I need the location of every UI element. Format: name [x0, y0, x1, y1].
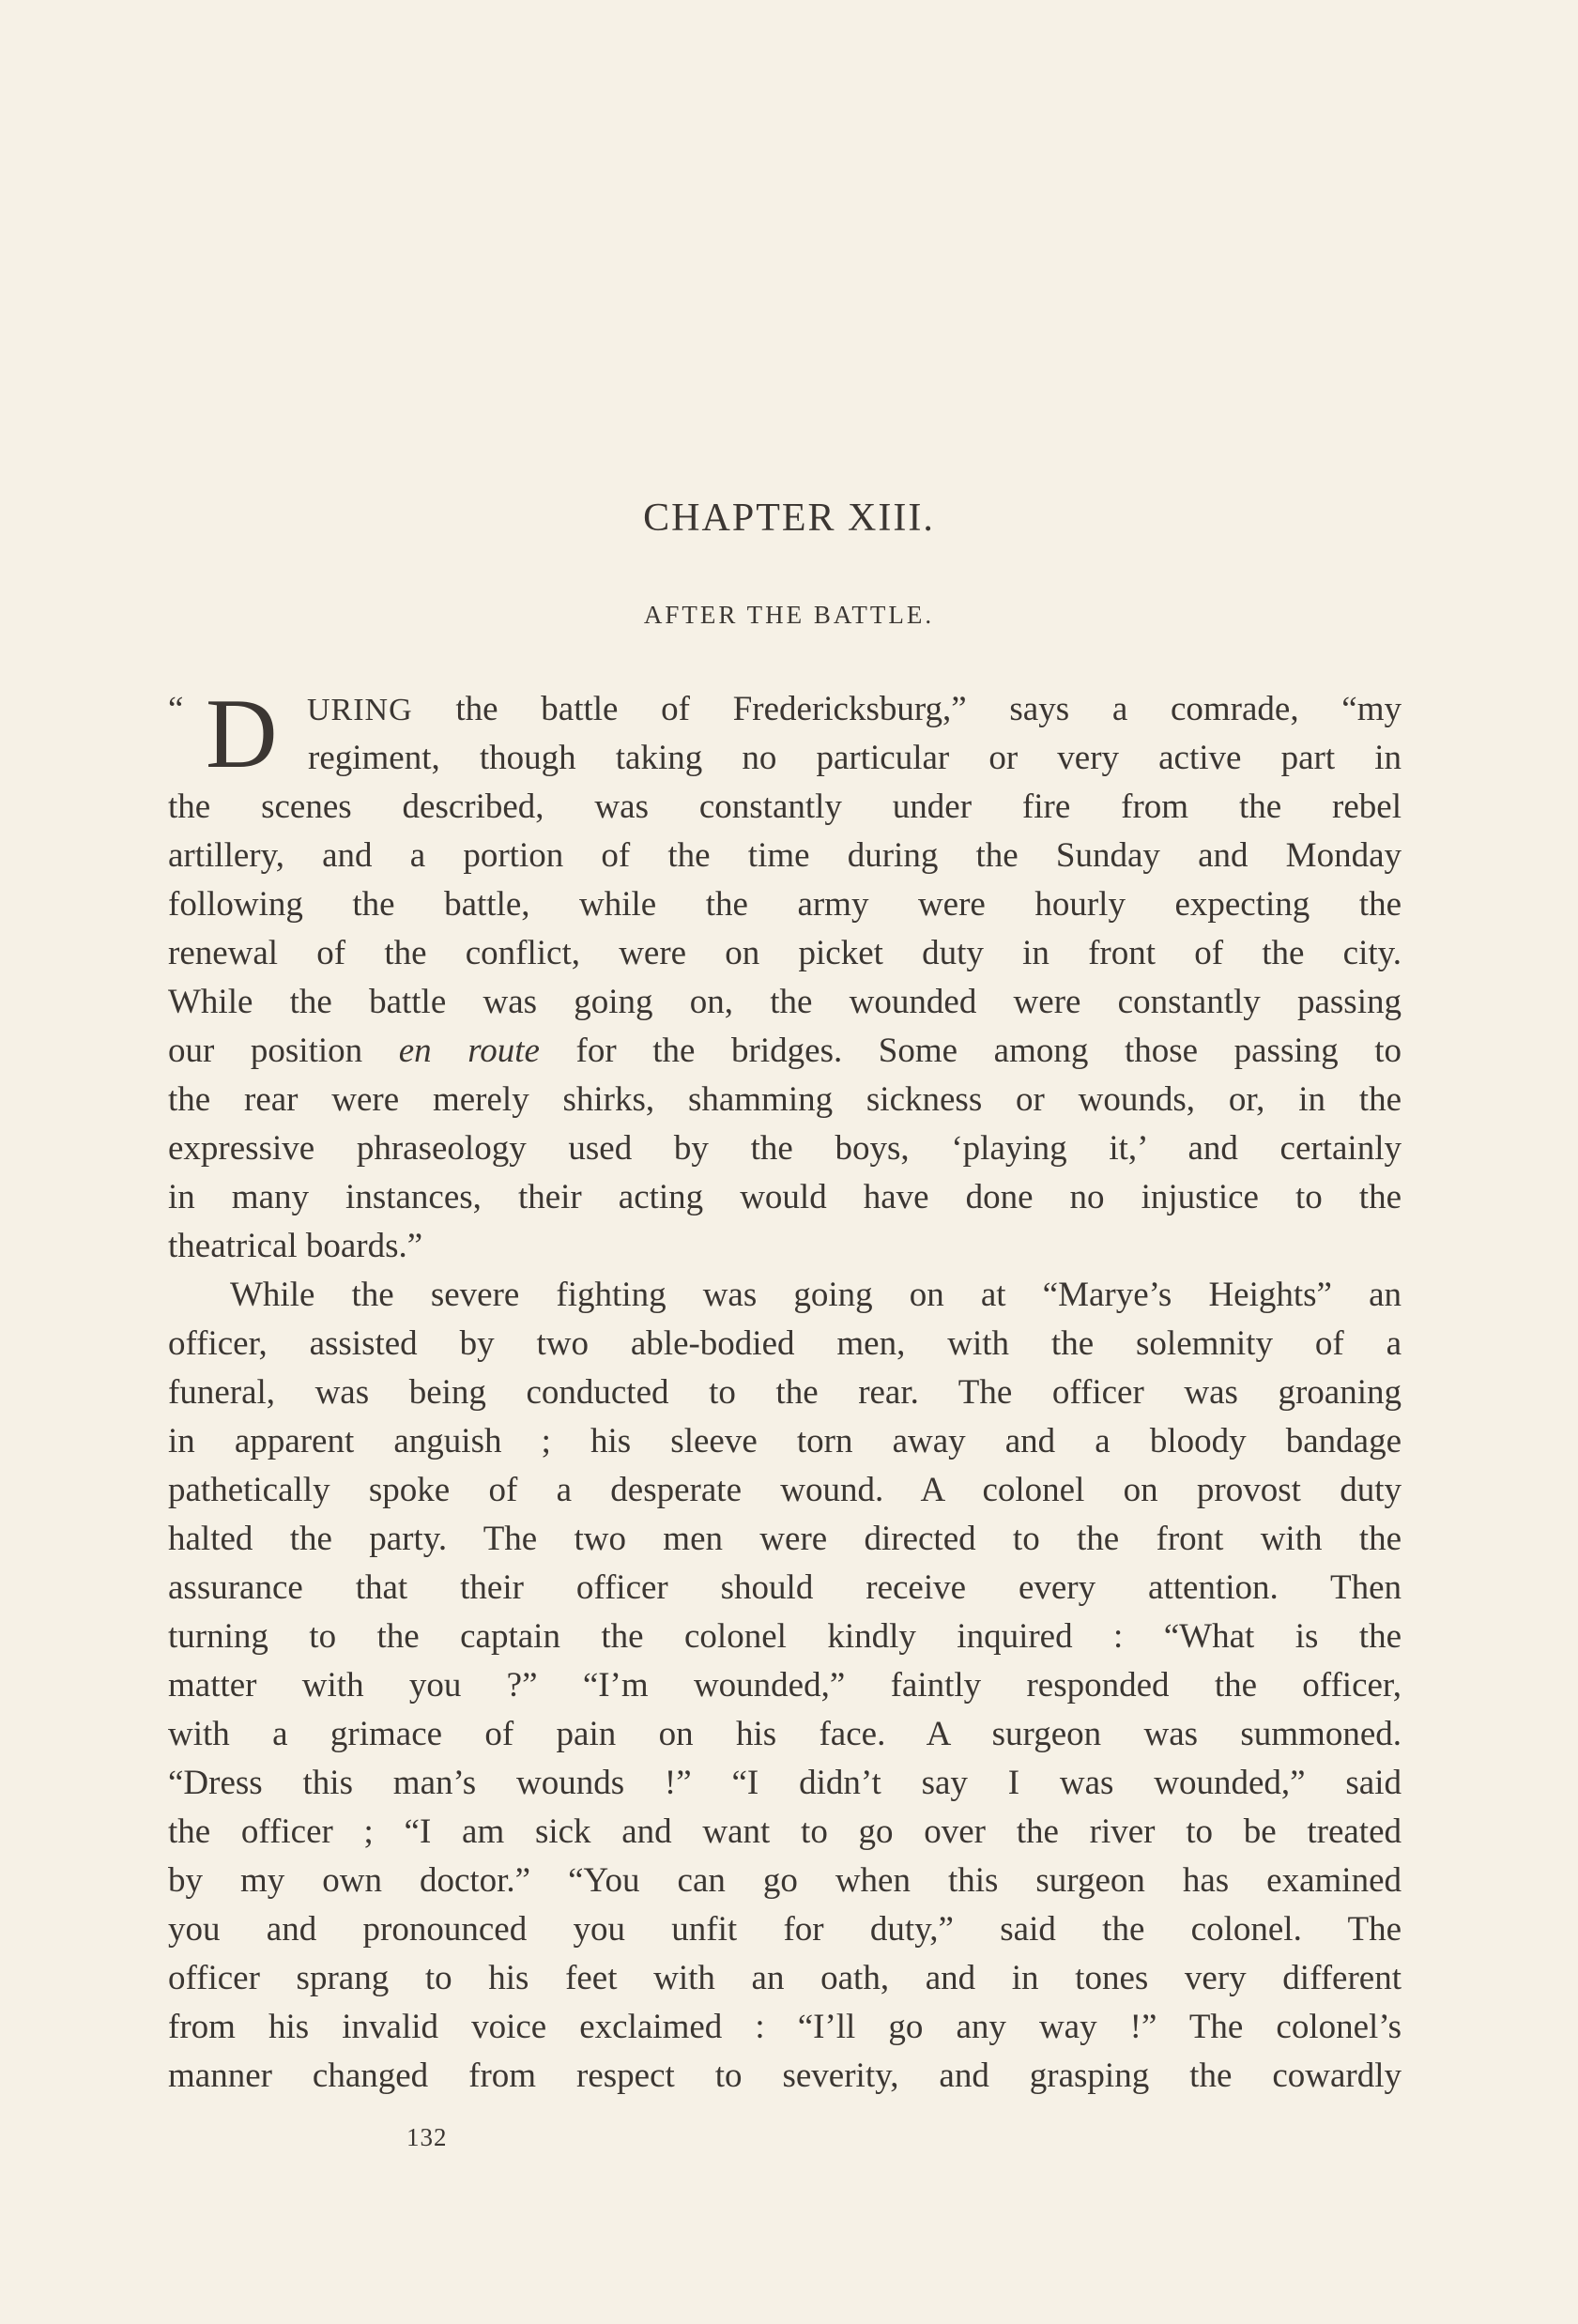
paragraph-line: from his invalid voice exclaimed : “I’ll go any way !” The colonel’s: [168, 2008, 1402, 2046]
paragraph-line: While the severe fighting was going on at “Marye’s Heights” an: [230, 1276, 1402, 1314]
drop-cap: D: [206, 679, 278, 788]
paragraph-line: the rear were merely shirks, shamming sickness or wounds, or, in the: [168, 1080, 1402, 1119]
paragraph-line: renewal of the conflict, were on picket duty in front of the city.: [168, 934, 1402, 972]
paragraph-line: the officer ; “I am sick and want to go over the river to be treated: [168, 1812, 1402, 1851]
paragraph-line: officer sprang to his feet with an oath, and in tones very different: [168, 1959, 1402, 1997]
first-word-rest: URING: [307, 693, 413, 727]
paragraph-line: officer, assisted by two able-bodied men, with the solemnity of a: [168, 1324, 1402, 1363]
paragraph-line: the scenes described, was constantly under fire from the rebel: [168, 787, 1402, 826]
line-text: the battle of Fredericksburg,” says a comrade, “my: [412, 690, 1402, 728]
paragraph-line: turning to the captain the colonel kindly inquired : “What is the: [168, 1617, 1402, 1656]
paragraph-line: “Dress this man’s wounds !” “I didn’t say I was wounded,” said: [168, 1764, 1402, 1802]
paragraph-line: following the battle, while the army were hourly expecting the: [168, 885, 1402, 924]
paragraph-line: matter with you ?” “I’m wounded,” faintly responded the officer,: [168, 1666, 1402, 1705]
line-text: for the bridges. Some among those passing to: [539, 1032, 1402, 1070]
paragraph-line: assurance that their officer should receive every attention. Then: [168, 1568, 1402, 1607]
paragraph-line: [168, 1027, 1402, 1076]
paragraph-line: in apparent anguish ; his sleeve torn away and a bloody bandage: [168, 1422, 1402, 1460]
paragraph-line: expressive phraseology used by the boys, ‘playing it,’ and certainly: [168, 1129, 1402, 1168]
line-text: our position: [168, 1032, 399, 1070]
paragraph-line: halted the party. The two men were directed to the front with the: [168, 1520, 1402, 1558]
paragraph-line: with a grimace of pain on his face. A surgeon was summoned.: [168, 1715, 1402, 1753]
paragraph-line: regiment, though taking no particular or very active part in: [308, 739, 1402, 777]
paragraph-line: in many instances, their acting would have done no injustice to the: [168, 1178, 1402, 1216]
paragraph-line: artillery, and a portion of the time during the Sunday and Monday: [168, 836, 1402, 875]
chapter-title: CHAPTER XIII.: [643, 497, 935, 540]
paragraph-line: you and pronounced you unfit for duty,” said the colonel. The: [168, 1910, 1402, 1949]
paragraph-line: by my own doctor.” “You can go when this surgeon has examined: [168, 1861, 1402, 1900]
italic-phrase: en route: [398, 1032, 540, 1070]
opening-quote: “: [168, 690, 184, 728]
paragraph-line: theatrical boards.”: [168, 1227, 423, 1265]
paragraph-line: pathetically spoke of a desperate wound. A colonel on provost duty: [168, 1471, 1402, 1509]
chapter-subtitle: AFTER THE BATTLE.: [643, 601, 935, 629]
body-text: [168, 679, 1402, 2101]
page-number: 132: [406, 2123, 448, 2151]
paragraph-line: funeral, was being conducted to the rear. The officer was groaning: [168, 1373, 1402, 1412]
paragraph-line: While the battle was going on, the wounded were constantly passing: [168, 983, 1402, 1021]
paragraph-line: manner changed from respect to severity, and grasping the cowardly: [168, 2056, 1402, 2095]
